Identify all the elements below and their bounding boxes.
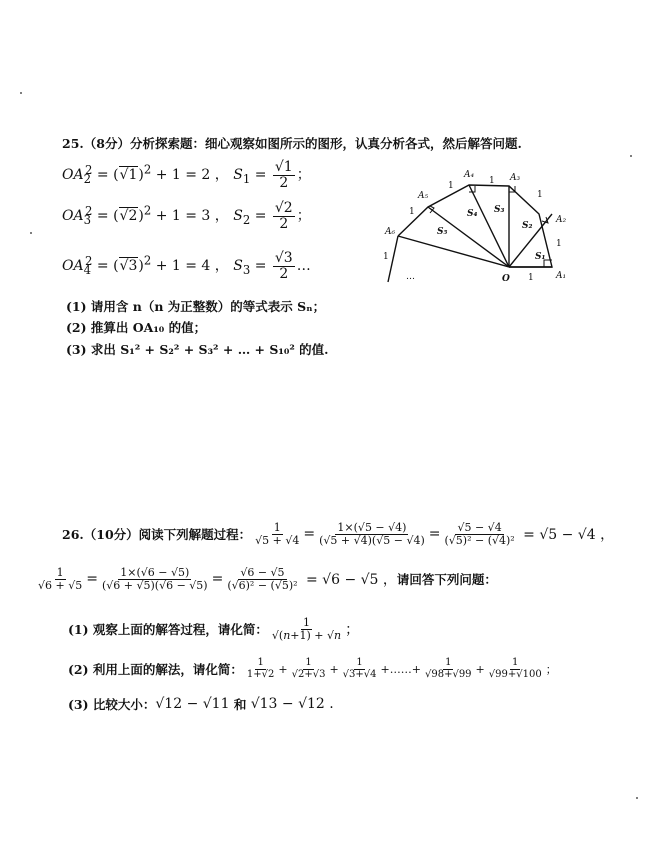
area-s1: S₁ [535, 252, 546, 262]
q25-eq3: $OA_4^2 = (√3)^2 + 1 = 4$ ， $S_3$ = $\frac{√3}{2}$ … [62, 250, 311, 282]
figure-ellipsis: … [406, 272, 415, 282]
q26-sub3: (3) 比较大小： √12 − √11 和 √13 − √12 . [68, 696, 334, 712]
label-a5: A₅ [418, 191, 429, 201]
side-label: 1 [409, 207, 415, 217]
q25-sub3: (3) 求出 S₁² + S₂² + S₃² + … + S₁₀² 的值. [66, 342, 329, 357]
side-label: 1 [556, 239, 562, 249]
label-a4: A₄ [464, 170, 475, 180]
q25-header: 25.（8分）分析探索题：细心观察如图所示的图形，认真分析各式，然后解答问题. [62, 136, 522, 151]
side-label: 1 [537, 190, 543, 200]
scan-speck [630, 155, 632, 157]
label-a2: A₂ [556, 215, 567, 225]
scan-speck [30, 232, 32, 234]
scan-speck [20, 92, 22, 94]
q26-line1: 26.（10分）阅读下列解题过程： $\frac{1}{√5 + √4}$ = $\frac{1\times(√5 - √4)}{(√5 + √4)(√5 - √4)}$ = $\frac{√5 - √4}{\text{(√5)² − (√4)²}}$ = √5 − √4 ， [62, 521, 615, 547]
spoke-oa6 [398, 236, 509, 267]
area-s2: S₂ [522, 221, 533, 231]
q26-header: 26.（10分）阅读下列解题过程： [62, 527, 252, 543]
label-a6: A₆ [385, 227, 396, 237]
area-s3: S₃ [494, 205, 505, 215]
label-a1: A₁ [556, 271, 567, 281]
side-label: 1 [489, 176, 495, 186]
label-a3: A₃ [510, 173, 521, 183]
q26-sub1: (1) 观察上面的解答过程，请化简： $\frac{1}{√(n+1) + √n}$ ； [68, 616, 360, 642]
q25-eq1: $OA_2^2 = (√1)^2 + 1 = 2$ ， $S_1$ = $\frac{√1}{2}$ ； [62, 159, 311, 191]
q26-sub2: (2) 利用上面的解法，请化简： $\frac{1}{1+√2}$ + $\frac{1}{√2+√3}$ + $\frac{1}{√3+√4}$ +……+ $\frac{1}{√98+√99}$ + $\frac{1}{√99+√100}$ ； [68, 657, 557, 680]
q25-sub2: (2) 推算出 OA₁₀ 的值； [66, 320, 207, 335]
side-label: 1 [448, 181, 454, 191]
area-s5: S₅ [437, 227, 448, 237]
side-label: 1 [528, 273, 534, 283]
q26-line2: $\frac{1}{√6 + √5}$ = $\frac{1\times(√6 - √5)}{(√6 + √5)(√6 - √5)}$ = $\frac{√6 - √5}{\text{(√6)² − (√5)²}}$ = √6 − √5 ， 请回答下列问题： [38, 566, 497, 592]
q25-eq2: $OA_3^2 = (√2)^2 + 1 = 3$ ， $S_2$ = $\frac{√2}{2}$ ； [62, 200, 311, 232]
right-angle-mark [542, 217, 548, 223]
spiral-figure [372, 164, 592, 294]
label-o: O [502, 274, 510, 284]
spoke-oa4 [469, 185, 509, 267]
spiral-tail [388, 236, 398, 282]
q25-sub1: (1) 请用含 n（n 为正整数）的等式表示 Sₙ； [66, 299, 326, 314]
area-s4: S₄ [467, 209, 478, 219]
side-label: 1 [383, 252, 389, 262]
scan-speck [636, 797, 638, 799]
